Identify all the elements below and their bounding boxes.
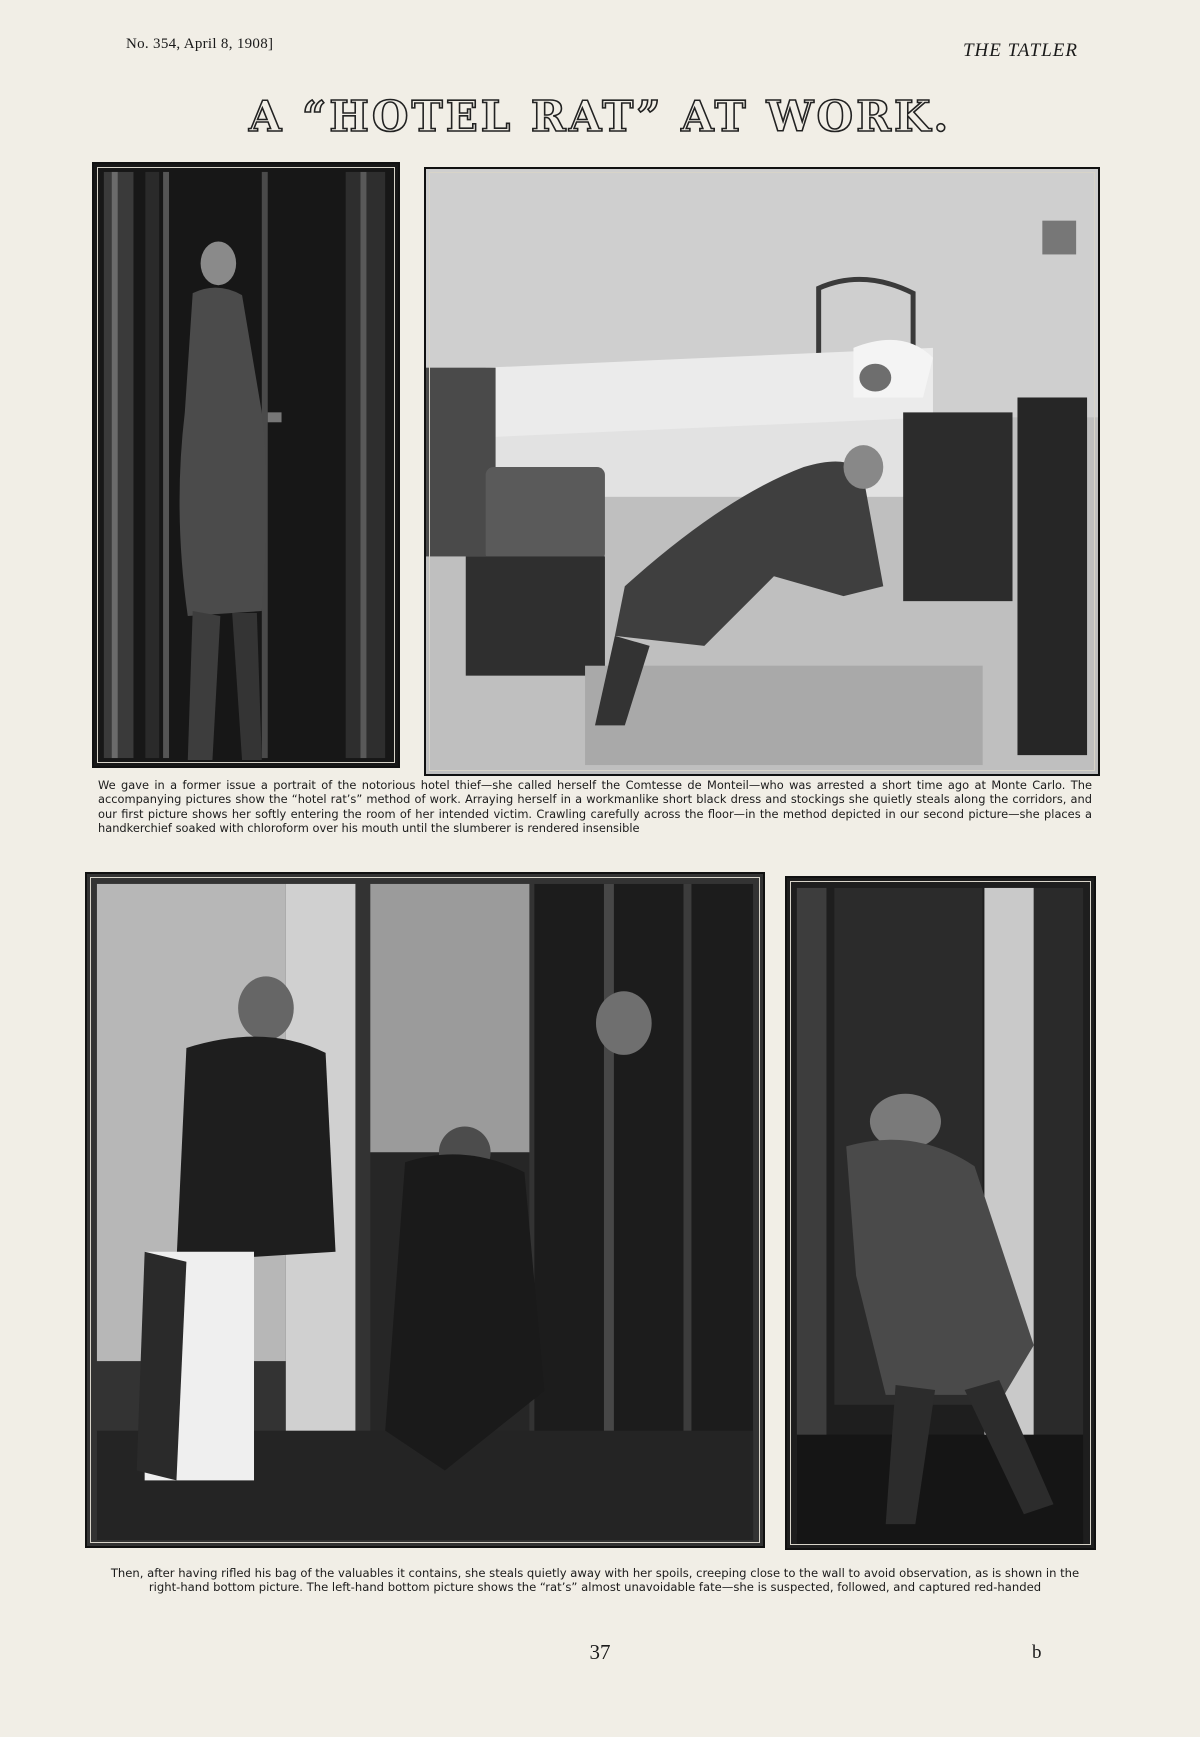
caption-top: We gave in a former issue a portrait of the notorious hotel thief—she called herself the Comtesse de Monteil—who was arrested a short time ago at Monte Carlo. The accompanying pictures show the “hotel rat’s” method of work. Arraying herself in a workmanlike short black dress and stockings she quietly steals along the corridors, and our first picture shows her softly entering the room of her intended victim. Crawling carefully across the floor—in the method depicted in our second picture—she places a handkerchief soaked with chloroform over his mouth until the slumberer is rendered insensible [98, 778, 1092, 835]
photo-entering-room [92, 162, 400, 768]
caption-bottom: Then, after having rifled his bag of the valuables it contains, she steals quietly away with her spoils, creeping close to the wall to avoid observation, as is shown in the right-hand bottom picture. The left-hand bottom picture shows the “rat’s” almost unavoidable fate—she is suspected, followed, and captured red-handed [110, 1566, 1080, 1595]
page-number: 37 [589, 1640, 611, 1664]
photo-crawling-to-victim [424, 167, 1100, 776]
issue-line: No. 354, April 8, 1908] [126, 36, 274, 52]
magazine-name: THE TATLER [962, 40, 1078, 61]
photo-creeping-away [785, 876, 1096, 1550]
photo-captured [85, 872, 765, 1548]
signature-mark: b [1032, 1642, 1042, 1663]
page-title: A “HOTEL RAT” AT WORK. [248, 92, 952, 141]
